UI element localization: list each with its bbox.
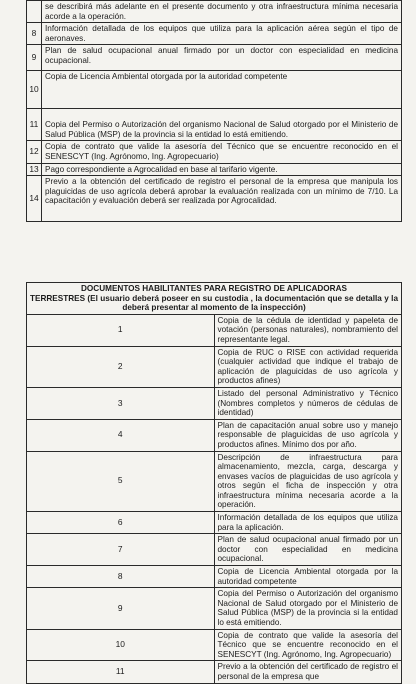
table-row bbox=[27, 387, 402, 419]
terrestrial-requirements-table bbox=[26, 282, 402, 684]
row-text: Copia de la cédula de identidad y papeleta de votación (personas naturales), nombramiento del representante legal. bbox=[214, 314, 402, 346]
row-number: 6 bbox=[27, 512, 215, 534]
row-text: Previo a la obtención del certificado de registro el personal de la empresa que bbox=[214, 661, 402, 683]
table-row bbox=[27, 23, 402, 45]
row-number: 9 bbox=[27, 45, 42, 71]
row-number: 10 bbox=[27, 629, 215, 661]
row-text: Copia de Licencia Ambiental otorgada por la autoridad competente bbox=[42, 71, 402, 109]
row-number: 8 bbox=[27, 23, 42, 45]
row-number bbox=[27, 1, 42, 23]
table-row bbox=[27, 109, 402, 141]
table-row bbox=[27, 45, 402, 71]
table-row bbox=[27, 451, 402, 512]
row-number: 12 bbox=[27, 141, 42, 163]
row-number: 5 bbox=[27, 451, 215, 512]
section-heading-line2: TERRESTRES (El usuario deberá poseer en su custodia , la documentación que se detalla y la deberá presentar al momento de la inspección) bbox=[30, 293, 398, 313]
table-row bbox=[27, 566, 402, 588]
table-row bbox=[27, 71, 402, 109]
row-text: Plan de salud ocupacional anual firmado por un doctor con especialidad en medicina ocupacional. bbox=[42, 45, 402, 71]
table-row bbox=[27, 141, 402, 163]
row-text: Información detallada de los equipos que utiliza para la aplicación. bbox=[214, 512, 402, 534]
table-header-row bbox=[27, 283, 402, 315]
row-text: Pago correspondiente a Agrocalidad en base al tarifario vigente. bbox=[42, 163, 402, 176]
row-number: 4 bbox=[27, 419, 215, 451]
row-number: 9 bbox=[27, 588, 215, 629]
row-text: Copia de contrato que valide la asesoría del Técnico que se encuentre reconocido en el SENESCYT (Ing. Agrónomo, Ing. Agropecuario) bbox=[42, 141, 402, 163]
row-number: 7 bbox=[27, 534, 215, 566]
row-number: 13 bbox=[27, 163, 42, 176]
table-row bbox=[27, 512, 402, 534]
row-text: Copia de contrato que valide la asesoría del Técnico que se encuentre reconocido en el SENESCYT (Ing. Agrónomo, Ing. Agropecuario) bbox=[214, 629, 402, 661]
row-number: 2 bbox=[27, 346, 215, 387]
row-text: Información detallada de los equipos que utiliza para la aplicación aérea según el tipo de aeronaves. bbox=[42, 23, 402, 45]
row-number: 11 bbox=[27, 661, 215, 683]
row-text: Copia del Permiso o Autorización del organismo Nacional de Salud otorgado por el Ministerio de Salud Pública (MSP) de la provincia si la entidad lo está emitiendo. bbox=[214, 588, 402, 629]
row-text: Previo a la obtención del certificado de registro el personal de la empresa que manipula los plaguicidas de uso agrícola deberá aprobar la evaluación realizada con un mínimo de 7/10. La capacitación y evaluación deberá ser realizada por Agrocalidad. bbox=[42, 176, 402, 222]
table-row bbox=[27, 419, 402, 451]
section-heading-line1: DOCUMENTOS HABILITANTES PARA REGISTRO DE APLICADORAS bbox=[81, 284, 347, 293]
row-text: Copia del Permiso o Autorización del organismo Nacional de Salud otorgado por el Ministerio de Salud Pública (MSP) de la provincia si la entidad lo está emitiendo. bbox=[42, 109, 402, 141]
row-number: 8 bbox=[27, 566, 215, 588]
section-heading bbox=[27, 283, 402, 315]
table-row bbox=[27, 314, 402, 346]
table-row bbox=[27, 163, 402, 176]
row-text: Descripción de infraestructura para almacenamiento, mezcla, carga, descarga y envases vacíos de plaguicidas de uso agrícola y otros según el ficha de inspección y otra infraestructura mínima necesaria acorde a la operación. bbox=[214, 451, 402, 512]
row-text: Plan de salud ocupacional anual firmado por un doctor con especialidad en medicina ocupacional. bbox=[214, 534, 402, 566]
table-row bbox=[27, 176, 402, 222]
row-text: se describirá más adelante en el presente documento y otra infraestructura mínima necesaria acorde a la operación. bbox=[42, 1, 402, 23]
table-row bbox=[27, 588, 402, 629]
row-text: Listado del personal Administrativo y Técnico (Nombres completos y números de cédulas de identidad) bbox=[214, 387, 402, 419]
row-text: Copia de Licencia Ambiental otorgada por la autoridad competente bbox=[214, 566, 402, 588]
row-number: 3 bbox=[27, 387, 215, 419]
row-text: Plan de capacitación anual sobre uso y manejo responsable de plaguicidas de uso agrícola y productos afines. Mínimo dos por año. bbox=[214, 419, 402, 451]
table-row bbox=[27, 661, 402, 683]
row-text: Copia de RUC o RISE con actividad requerida (cualquier actividad que indique el trabajo de aplicación de plaguicidas de uso agrícola y productos afines) bbox=[214, 346, 402, 387]
aerial-requirements-table bbox=[26, 0, 402, 222]
row-number: 1 bbox=[27, 314, 215, 346]
row-number: 10 bbox=[27, 71, 42, 109]
table-row bbox=[27, 1, 402, 23]
row-number: 14 bbox=[27, 176, 42, 222]
row-number: 11 bbox=[27, 109, 42, 141]
table-row bbox=[27, 346, 402, 387]
table-row bbox=[27, 534, 402, 566]
table-row bbox=[27, 629, 402, 661]
